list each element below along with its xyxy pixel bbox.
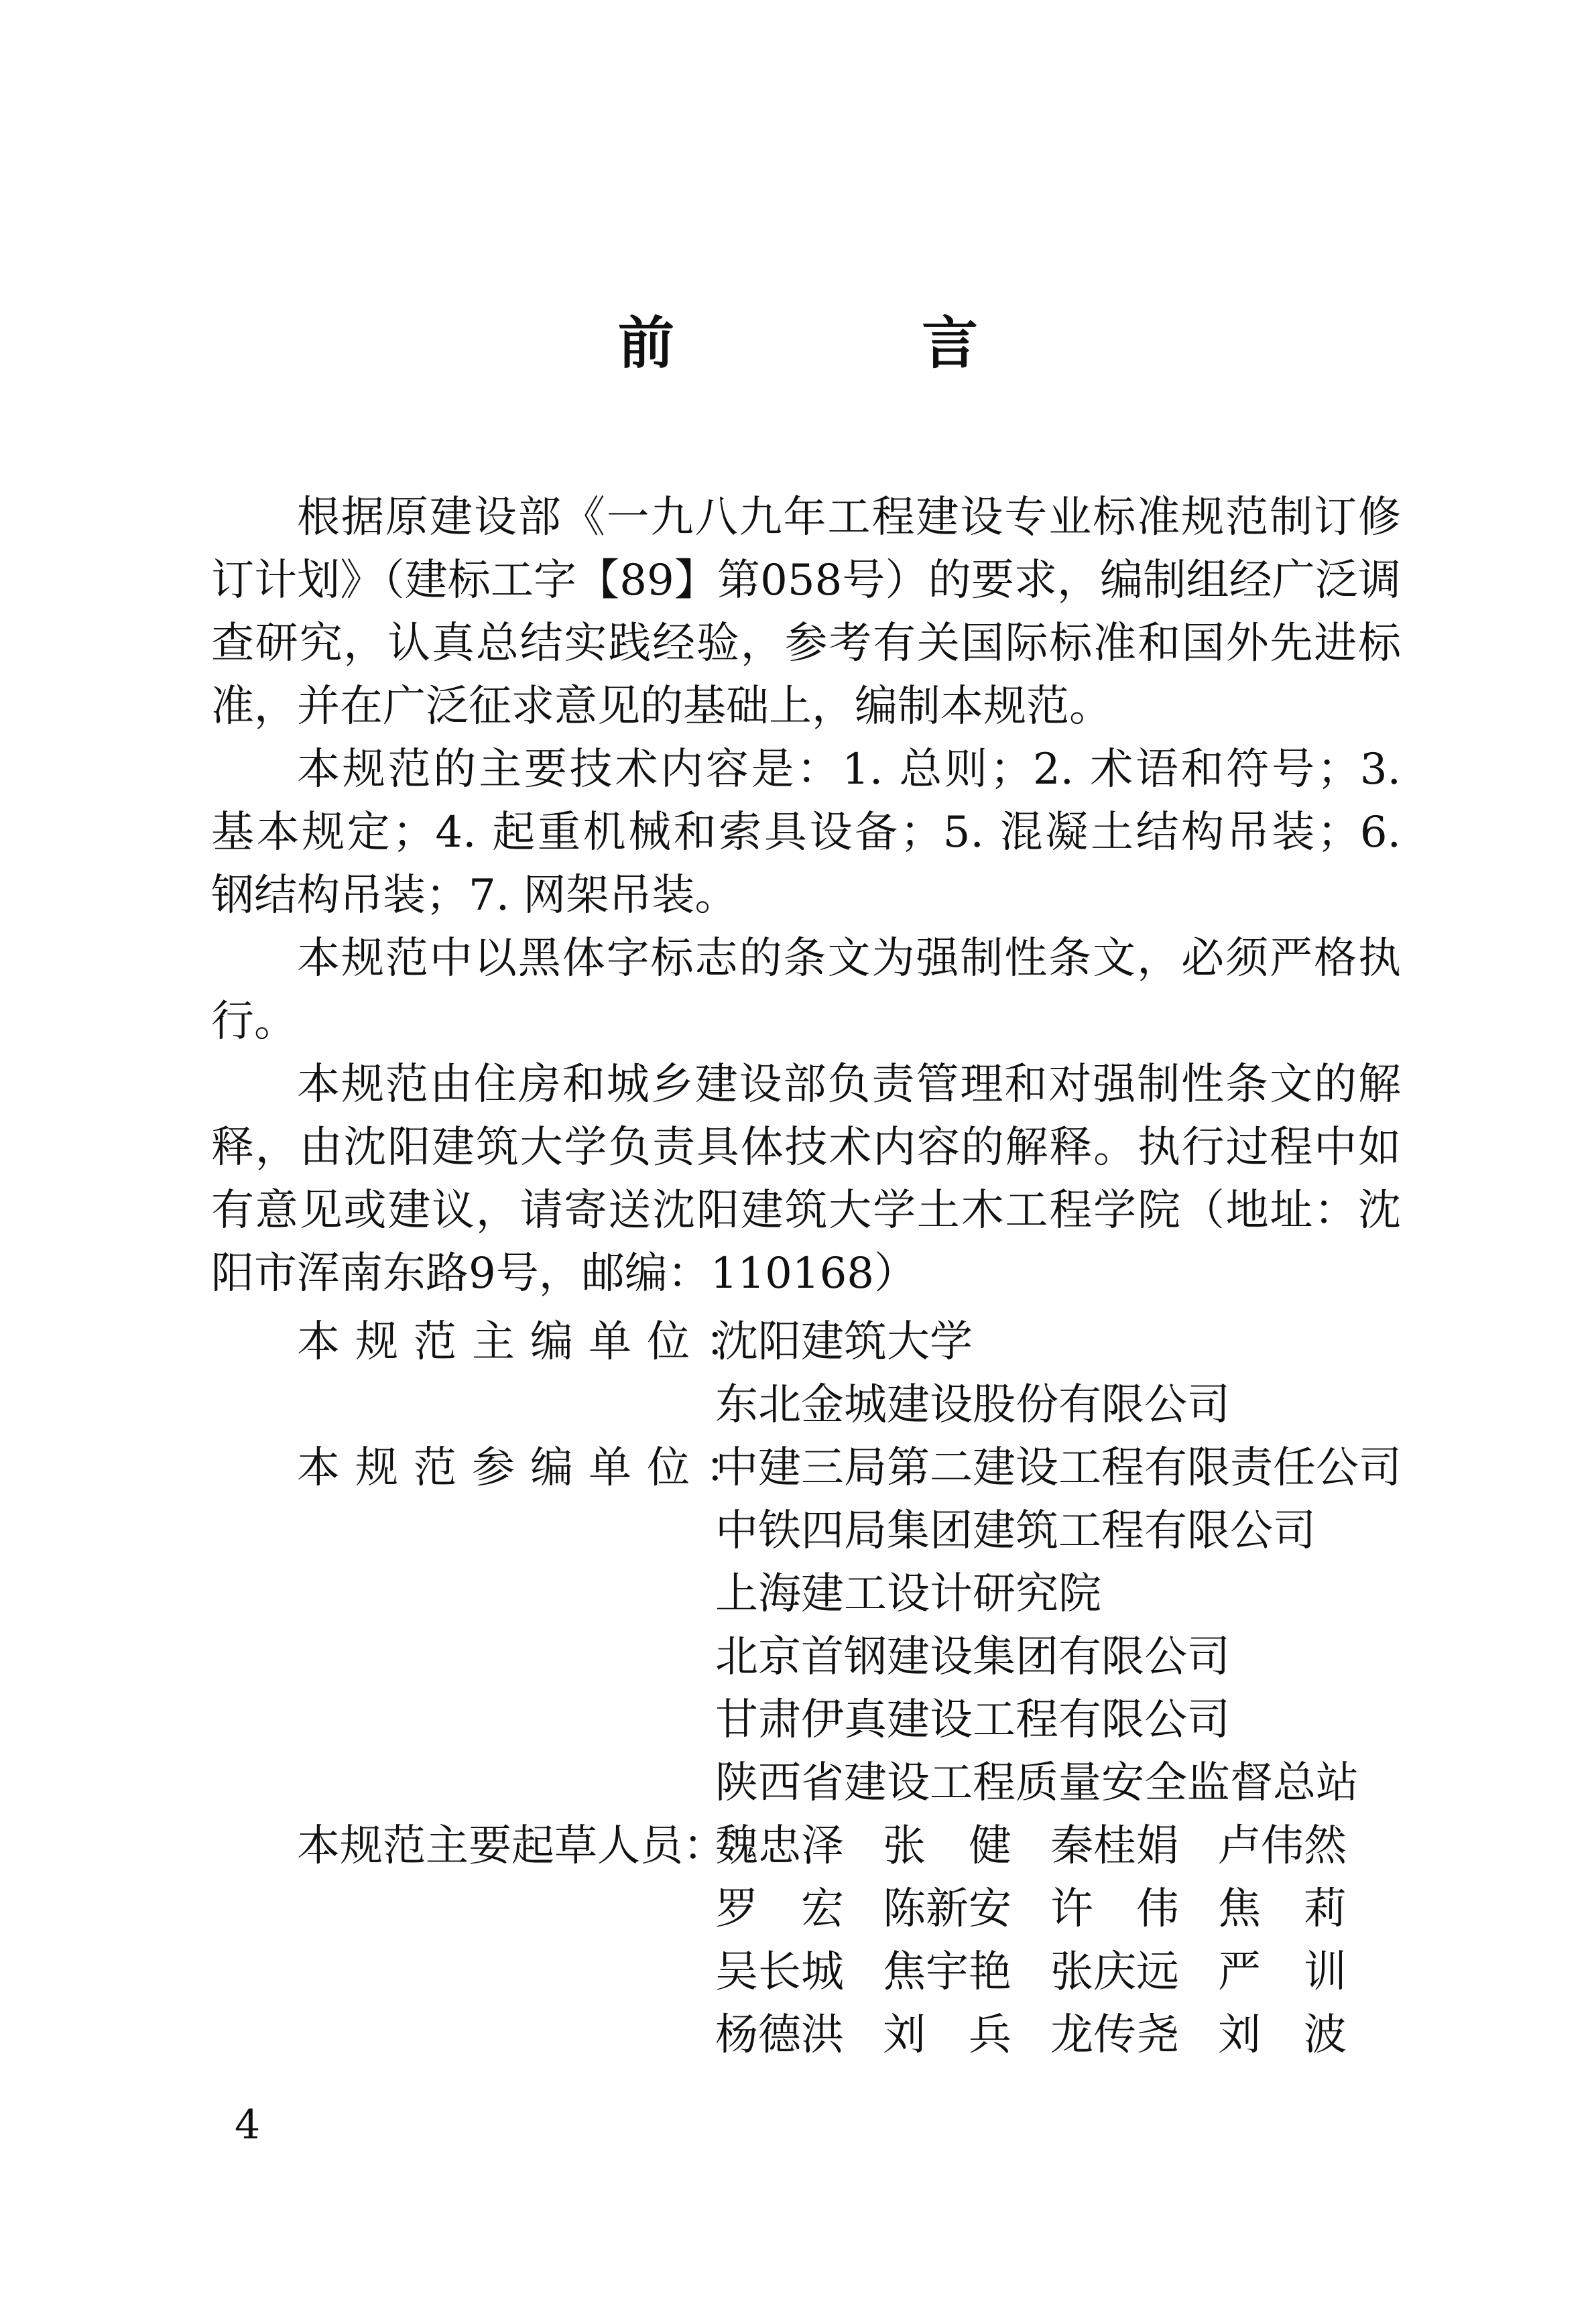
drafter-name: 秦桂娟 [1050,1821,1179,1871]
drafter-name: 张庆远 [1050,1947,1179,1997]
participating-units-row [297,1437,1403,1815]
participating-unit: 中建三局第二建设工程有限责任公司 [715,1443,1402,1493]
drafter-name: 刘 兵 [883,2010,1011,2060]
drafter-name: 陈新安 [883,1884,1011,1934]
drafter-name: 焦宇艳 [883,1947,1011,1997]
drafters-row [297,1815,1403,2067]
drafter-name: 焦 莉 [1218,1884,1347,1934]
chief-units-row [297,1311,1403,1437]
drafter-name: 吴长城 [715,1947,844,1997]
paragraph-main-content: 本规范的主要技术内容是：1. 总则；2. 术语和符号；3. 基本规定；4. 起重机械和索具设备；5. 混凝土结构吊装；6. 钢结构吊装；7. 网架吊装。 [211,745,1401,920]
paragraph-management: 本规范由住房和城乡建设部负责管理和对强制性条文的解释，由沈阳建筑大学负责具体技术内容的解释。执行过程中如有意见或建议，请寄送沈阳建筑大学土木工程学院（地址：沈阳市浑南东路9号，邮编：110168） [211,1060,1401,1298]
drafter-name: 魏忠泽 [715,1821,844,1871]
drafter-name: 刘 波 [1218,2010,1347,2060]
drafter-name: 许 伟 [1050,1884,1179,1934]
drafters-list [715,1815,1403,2067]
chief-unit: 东北金城建设股份有限公司 [715,1380,1230,1430]
paragraph-basis: 根据原建设部《一九八九年工程建设专业标准规范制订修订计划》（建标工字【89】第058号）的要求，编制组经广泛调查研究，认真总结实践经验，参考有关国际标准和国外先进标准，并在广泛征求意见的基础上，编制本规范。 [211,493,1401,731]
drafter-name: 张 健 [883,1821,1011,1871]
drafter-name: 卢伟然 [1218,1821,1347,1871]
participating-units-label: 本规范参编单位： [297,1443,763,1493]
chief-units-list [715,1311,1403,1437]
drafters-label: 本规范主要起草人员： [297,1821,726,1871]
page-title: 前 言 [617,310,1093,376]
participating-unit: 上海建工设计研究院 [715,1569,1101,1619]
foreword-body [211,486,1401,1305]
participating-unit: 甘肃伊真建设工程有限公司 [715,1695,1230,1745]
page-number: 4 [235,2102,261,2148]
drafter-name: 严 训 [1218,1947,1347,1997]
participating-unit: 中铁四局集团建筑工程有限公司 [715,1506,1316,1556]
drafter-name: 罗 宏 [715,1884,844,1934]
chief-unit: 沈阳建筑大学 [715,1317,973,1367]
participating-units-list [715,1437,1403,1815]
paragraph-mandatory: 本规范中以黑体字标志的条文为强制性条文，必须严格执行。 [211,934,1401,1046]
participating-unit: 北京首钢建设集团有限公司 [715,1632,1230,1682]
drafter-name: 龙传尧 [1050,2010,1179,2060]
compilers-section [297,1311,1403,2067]
participating-unit: 陕西省建设工程质量安全监督总站 [715,1758,1359,1808]
drafter-name: 杨德洪 [715,2010,844,2060]
chief-units-label: 本规范主编单位： [297,1317,763,1367]
